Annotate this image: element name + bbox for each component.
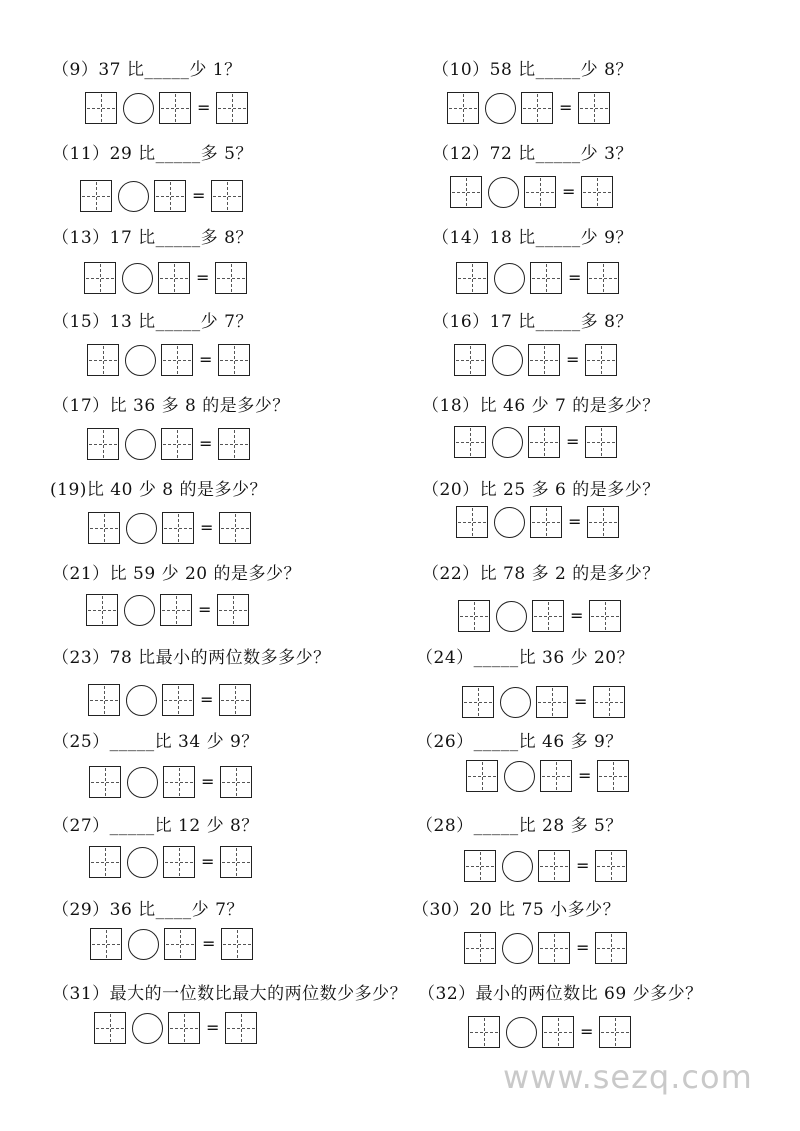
operator-circle[interactable] <box>126 685 157 716</box>
operator-circle[interactable] <box>496 601 527 632</box>
answer-box-1[interactable] <box>94 1012 126 1044</box>
answer-box-2[interactable] <box>528 426 560 458</box>
question-text: （31）最大的一位数比最大的两位数少多少？ <box>52 984 408 1004</box>
operator-circle[interactable] <box>492 427 523 458</box>
answer-box-2[interactable] <box>158 262 190 294</box>
answer-box-3[interactable] <box>585 344 617 376</box>
answer-box-3[interactable] <box>595 850 627 882</box>
question-text: （23）78 比最小的两位数多多少？ <box>52 648 331 668</box>
answer-box-2[interactable] <box>538 850 570 882</box>
operator-circle[interactable] <box>125 345 156 376</box>
answer-box-1[interactable] <box>464 932 496 964</box>
equals-sign: = <box>198 600 212 619</box>
equals-sign: = <box>566 350 580 369</box>
answer-box-1[interactable] <box>456 506 488 538</box>
answer-box-1[interactable] <box>89 846 121 878</box>
answer-box-3[interactable] <box>211 180 243 212</box>
answer-box-3[interactable] <box>216 92 248 124</box>
watermark: www.sezq.com <box>503 1058 753 1096</box>
question-text: （17）比 36 多 8 的是多少？ <box>52 396 290 416</box>
operator-circle[interactable] <box>504 761 535 792</box>
answer-box-2[interactable] <box>168 1012 200 1044</box>
answer-box-3[interactable] <box>220 766 252 798</box>
answer-box-2[interactable] <box>163 766 195 798</box>
answer-box-2[interactable] <box>164 928 196 960</box>
operator-circle[interactable] <box>123 93 154 124</box>
question-text: （20）比 25 多 6 的是多少？ <box>422 480 660 500</box>
equals-sign: = <box>559 98 573 117</box>
question-text: （13）17 比_____多 8？ <box>52 228 253 248</box>
operator-circle[interactable] <box>132 1013 163 1044</box>
question-text: （15）13 比_____少 7？ <box>52 312 253 332</box>
equals-sign: = <box>568 268 582 287</box>
question-text: （11）29 比_____多 5？ <box>52 144 253 164</box>
answer-box-1[interactable] <box>450 176 482 208</box>
equals-sign: = <box>578 766 592 785</box>
answer-box-1[interactable] <box>84 262 116 294</box>
operator-circle[interactable] <box>127 767 158 798</box>
answer-box-2[interactable] <box>538 932 570 964</box>
question-text: （10）58 比_____少 8？ <box>432 60 633 80</box>
answer-box-3[interactable] <box>597 760 629 792</box>
answer-box-1[interactable] <box>86 594 118 626</box>
answer-box-3[interactable] <box>589 600 621 632</box>
operator-circle[interactable] <box>500 687 531 718</box>
answer-box-1[interactable] <box>88 684 120 716</box>
operator-circle[interactable] <box>485 93 516 124</box>
question-text: （9）37 比_____少 1？ <box>52 60 242 80</box>
answer-box-1[interactable] <box>464 850 496 882</box>
operator-circle[interactable] <box>125 429 156 460</box>
equals-sign: = <box>201 852 215 871</box>
question-text: （25）_____比 34 少 9？ <box>52 732 259 752</box>
answer-box-2[interactable] <box>532 600 564 632</box>
answer-box-1[interactable] <box>462 686 494 718</box>
equals-sign: = <box>200 690 214 709</box>
question-text: （26）_____比 46 多 9？ <box>416 732 623 752</box>
answer-box-3[interactable] <box>593 686 625 718</box>
answer-box-3[interactable] <box>218 344 250 376</box>
answer-box-2[interactable] <box>528 344 560 376</box>
operator-circle[interactable] <box>494 507 525 538</box>
answer-box-3[interactable] <box>215 262 247 294</box>
operator-circle[interactable] <box>506 1017 537 1048</box>
question-text: （32）最小的两位数比 69 少多少？ <box>418 984 703 1004</box>
answer-box-3[interactable] <box>585 426 617 458</box>
question-text: （24）_____比 36 少 20？ <box>416 648 635 668</box>
question-text: (19)比 40 少 8 的是多少？ <box>50 480 267 500</box>
equals-sign: = <box>206 1018 220 1037</box>
equals-sign: = <box>196 268 210 287</box>
answer-box-2[interactable] <box>161 344 193 376</box>
answer-box-3[interactable] <box>587 262 619 294</box>
equals-sign: = <box>576 938 590 957</box>
equals-sign: = <box>199 350 213 369</box>
operator-circle[interactable] <box>492 345 523 376</box>
answer-box-2[interactable] <box>521 92 553 124</box>
answer-box-1[interactable] <box>454 344 486 376</box>
answer-box-1[interactable] <box>87 344 119 376</box>
answer-box-3[interactable] <box>221 928 253 960</box>
answer-box-2[interactable] <box>161 428 193 460</box>
answer-box-3[interactable] <box>219 684 251 716</box>
question-text: （14）18 比_____少 9？ <box>432 228 633 248</box>
question-text: （18）比 46 少 7 的是多少？ <box>422 396 660 416</box>
answer-box-2[interactable] <box>530 506 562 538</box>
answer-box-1[interactable] <box>447 92 479 124</box>
answer-box-3[interactable] <box>595 932 627 964</box>
question-text: （28）_____比 28 多 5？ <box>416 816 623 836</box>
equals-sign: = <box>580 1022 594 1041</box>
answer-box-3[interactable] <box>578 92 610 124</box>
answer-box-3[interactable] <box>587 506 619 538</box>
operator-circle[interactable] <box>128 929 159 960</box>
equals-sign: = <box>568 512 582 531</box>
question-text: （27）_____比 12 少 8？ <box>52 816 259 836</box>
answer-box-1[interactable] <box>456 262 488 294</box>
question-text: （29）36 比____少 7？ <box>52 900 244 920</box>
answer-box-3[interactable] <box>581 176 613 208</box>
operator-circle[interactable] <box>502 933 533 964</box>
answer-box-1[interactable] <box>466 760 498 792</box>
answer-box-2[interactable] <box>540 760 572 792</box>
answer-box-3[interactable] <box>220 846 252 878</box>
answer-box-2[interactable] <box>530 262 562 294</box>
equals-sign: = <box>202 934 216 953</box>
equals-sign: = <box>574 692 588 711</box>
answer-box-3[interactable] <box>217 594 249 626</box>
answer-box-1[interactable] <box>89 766 121 798</box>
question-text: （16）17 比_____多 8？ <box>432 312 633 332</box>
answer-box-1[interactable] <box>90 928 122 960</box>
question-text: （12）72 比_____少 3？ <box>432 144 633 164</box>
answer-box-2[interactable] <box>159 92 191 124</box>
answer-box-3[interactable] <box>218 428 250 460</box>
operator-circle[interactable] <box>494 263 525 294</box>
answer-box-3[interactable] <box>219 512 251 544</box>
answer-box-2[interactable] <box>154 180 186 212</box>
answer-box-1[interactable] <box>458 600 490 632</box>
answer-box-1[interactable] <box>454 426 486 458</box>
answer-box-2[interactable] <box>162 684 194 716</box>
question-text: （22）比 78 多 2 的是多少？ <box>422 564 660 584</box>
equals-sign: = <box>570 606 584 625</box>
answer-box-1[interactable] <box>87 428 119 460</box>
answer-box-1[interactable] <box>468 1016 500 1048</box>
equals-sign: = <box>197 98 211 117</box>
answer-box-2[interactable] <box>542 1016 574 1048</box>
question-text: （21）比 59 少 20 的是多少？ <box>52 564 302 584</box>
answer-box-3[interactable] <box>599 1016 631 1048</box>
equals-sign: = <box>576 856 590 875</box>
answer-box-1[interactable] <box>88 512 120 544</box>
operator-circle[interactable] <box>502 851 533 882</box>
operator-circle[interactable] <box>127 847 158 878</box>
equals-sign: = <box>562 182 576 201</box>
answer-box-1[interactable] <box>85 92 117 124</box>
equals-sign: = <box>566 432 580 451</box>
answer-box-2[interactable] <box>160 594 192 626</box>
operator-circle[interactable] <box>126 513 157 544</box>
answer-box-2[interactable] <box>536 686 568 718</box>
operator-circle[interactable] <box>118 181 149 212</box>
equals-sign: = <box>200 518 214 537</box>
answer-box-2[interactable] <box>524 176 556 208</box>
question-text: （30）20 比 75 小多少？ <box>412 900 621 920</box>
answer-box-2[interactable] <box>162 512 194 544</box>
answer-box-3[interactable] <box>225 1012 257 1044</box>
operator-circle[interactable] <box>122 263 153 294</box>
operator-circle[interactable] <box>488 177 519 208</box>
equals-sign: = <box>201 772 215 791</box>
answer-box-1[interactable] <box>80 180 112 212</box>
operator-circle[interactable] <box>124 595 155 626</box>
equals-sign: = <box>199 434 213 453</box>
answer-box-2[interactable] <box>163 846 195 878</box>
equals-sign: = <box>192 186 206 205</box>
